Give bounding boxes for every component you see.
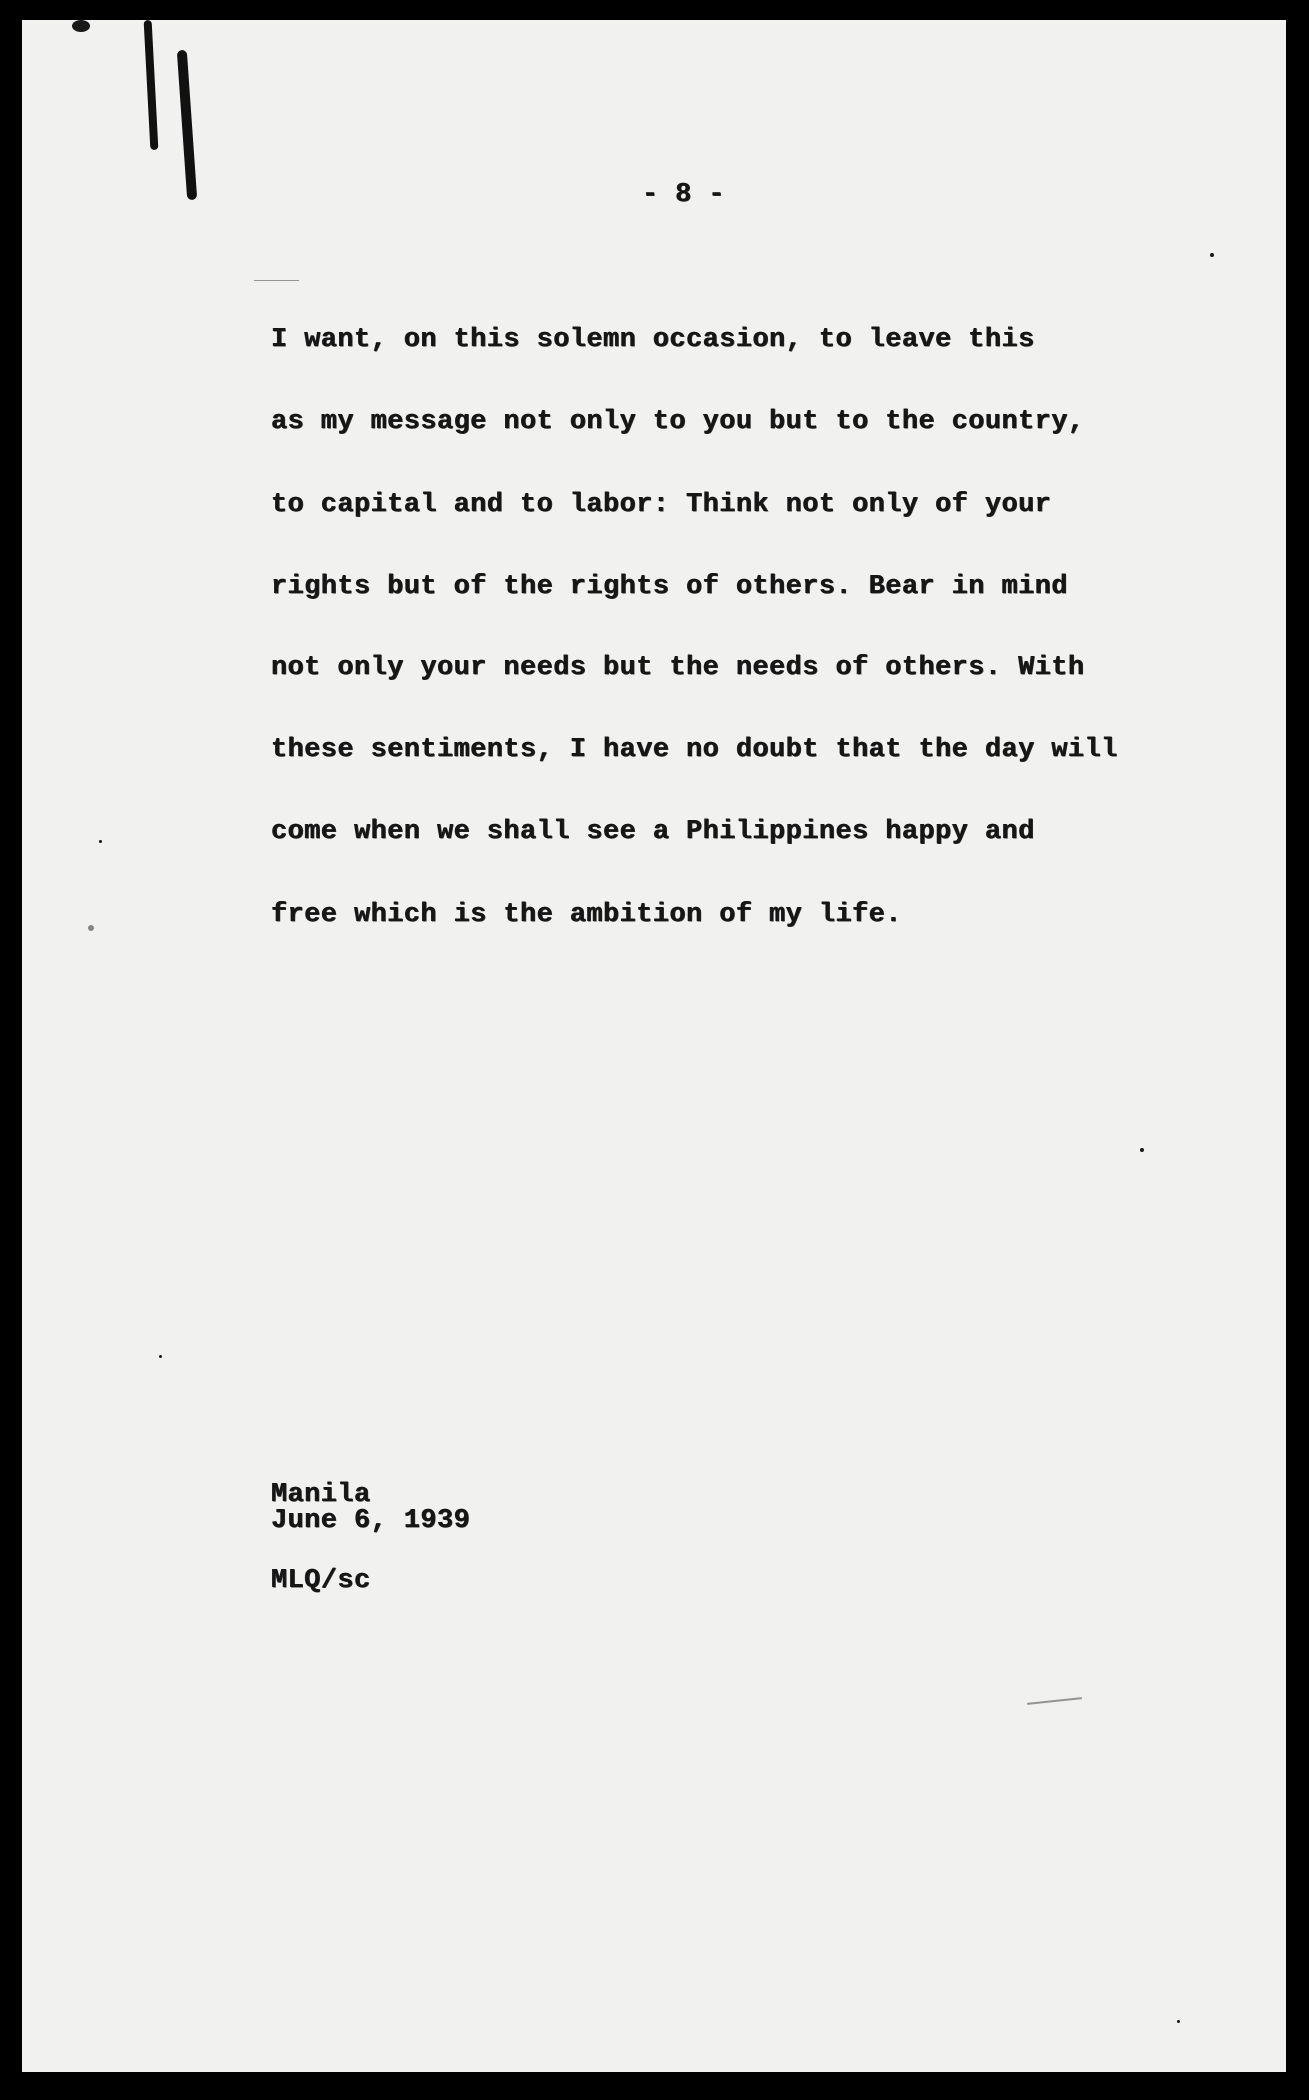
paragraph-line: not only your needs but the needs of others. With — [271, 653, 1085, 683]
dust-speck — [99, 840, 102, 843]
corner-speck — [72, 20, 90, 32]
dust-speck — [159, 1355, 162, 1358]
paragraph-line: rights but of the rights of others. Bear in mind — [271, 572, 1068, 602]
ink-mark — [144, 20, 159, 150]
dust-speck — [1140, 1148, 1144, 1152]
paragraph-line: as my message not only to you but to the country, — [271, 407, 1085, 437]
dust-speck — [1177, 2020, 1180, 2023]
paragraph-line: I want, on this solemn occasion, to leave this — [271, 325, 1035, 355]
ink-mark — [177, 50, 197, 200]
paragraph-line: to capital and to labor: Think not only of your — [271, 490, 1052, 520]
document-page — [22, 20, 1286, 2072]
dust-speck — [1210, 253, 1214, 257]
stray-mark — [254, 280, 299, 281]
paragraph-line: these sentiments, I have no doubt that the day will — [271, 735, 1118, 765]
place-line: Manila — [271, 1480, 371, 1510]
paragraph-line: free which is the ambition of my life. — [271, 900, 902, 930]
paragraph-line: come when we shall see a Philippines happy and — [271, 817, 1035, 847]
stray-mark — [1027, 1697, 1082, 1705]
page-number: - 8 - — [642, 180, 726, 210]
date-line: June 6, 1939 — [271, 1506, 471, 1536]
reference-initials: MLQ/sc — [271, 1566, 371, 1596]
dust-speck — [88, 925, 94, 931]
